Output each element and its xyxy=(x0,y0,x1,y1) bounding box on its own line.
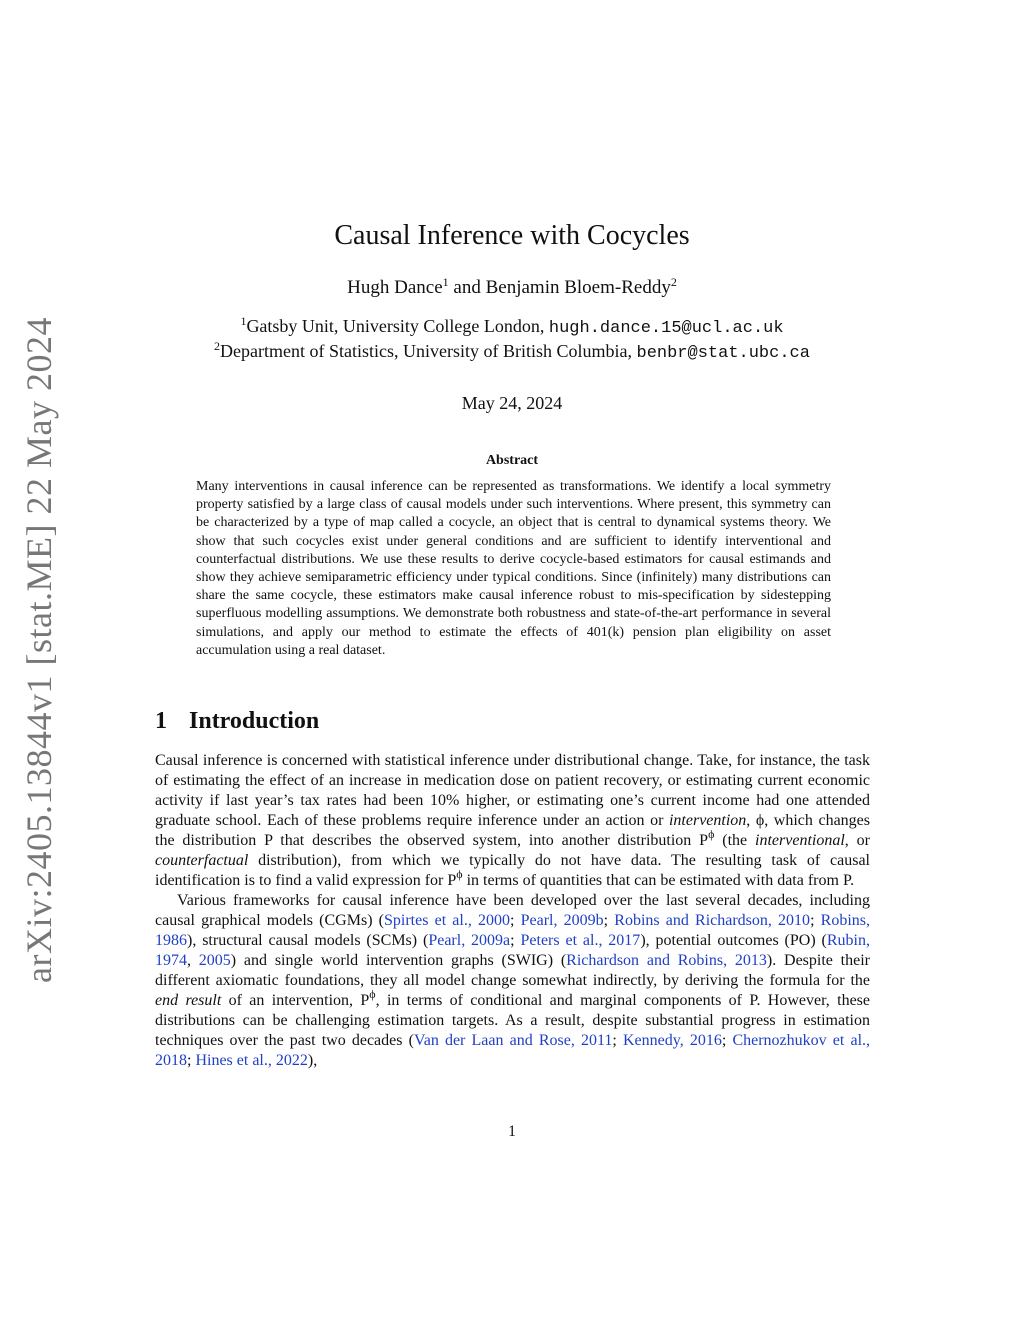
arxiv-identifier: arXiv:2405.13844v1 [stat.ME] 22 May 2024 xyxy=(19,317,59,983)
author-2-affiliation-mark: 2 xyxy=(670,275,677,289)
citation-link[interactable]: Pearl, 2009a xyxy=(428,932,511,949)
author-1: Hugh Dance xyxy=(347,277,443,298)
citation-link[interactable]: Richardson and Robins, 2013 xyxy=(566,952,767,969)
author-2: Benjamin Bloem-Reddy xyxy=(485,277,671,298)
affiliation-text: Gatsby Unit, University College London, xyxy=(246,316,545,336)
author-list xyxy=(0,277,1024,299)
affiliation-mark: 1 xyxy=(240,314,247,328)
abstract-text: Many interventions in causal inference can be represented as transformations. We identify a local symmetry property satisfied by a large class of causal models under such interventions. Where present, this symmetry can be characterized by a type of map called a cocycle, an object that is central to dynamical systems theory. We show that such cocycles exist under general conditions and are sufficient to identify interventional and counterfactual distributions. We use these results to derive cocycle-based estimators for causal estimands and show they achieve semiparametric efficiency under typical conditions. Since (infinitely) many distributions can share the same cocycle, these estimators make causal inference robust to mis-specification by sidestepping superfluous modelling assumptions. We demonstrate both robustness and state-of-the-art performance in several simulations, and apply our method to estimate the effects of 401(k) pension plan eligibility on asset accumulation using a real dataset. xyxy=(196,479,831,658)
page-number: 1 xyxy=(508,1123,516,1140)
section-heading xyxy=(155,708,319,735)
arxiv-stamp xyxy=(2,317,76,983)
affiliation-1 xyxy=(0,316,1024,338)
section-number: 1 xyxy=(155,708,167,734)
paragraph-1: Causal inference is concerned with statistical inference under distributional change. Take, for instance, the task of estimating the effect of an increase in medication dose on patient recovery, or estimating current economic activity if last year’s tax rates had been 10% higher, or estimating one’s current income had one attended graduate school. Each of these problems require inference under an action or intervention, ϕ, which changes the distribution P that describes the observed system, into another distribution $P^\phi$ (the interventional, or counterfactual distribution), from which we typically do not have data. The resulting task of causal identification is to find a valid expression for $P^\phi$ in terms of quantities that can be estimated with data from P. xyxy=(155,752,870,889)
affiliation-2 xyxy=(0,341,1024,363)
citation-link[interactable]: Kennedy, 2016 xyxy=(623,1032,722,1049)
citation-link[interactable]: Hines et al., 2022 xyxy=(195,1052,308,1069)
citation-link[interactable]: Peters et al., 2017 xyxy=(520,932,641,949)
citation-link[interactable]: Van der Laan and Rose, 2011 xyxy=(413,1032,613,1049)
citation-link[interactable]: 2005 xyxy=(198,952,231,969)
citation-link[interactable]: Pearl, 2009b xyxy=(520,912,604,929)
author-1-affiliation-mark: 1 xyxy=(442,275,449,289)
citation-link[interactable]: Rubin, 1974 xyxy=(155,932,870,969)
section-title: Introduction xyxy=(189,708,320,734)
citation-link[interactable]: Chernozhukov et al., 2018 xyxy=(155,1032,871,1069)
author-separator: and xyxy=(453,277,481,298)
citation-link[interactable]: Robins and Richardson, 2010 xyxy=(614,912,811,929)
section-body xyxy=(155,751,870,1071)
citation-link[interactable]: Robins, 1986 xyxy=(155,912,871,949)
abstract-heading: Abstract xyxy=(485,453,539,468)
paragraph-2: Various frameworks for causal inference have been developed over the last several decades, including causal graphical models (CGMs) (Spirtes et al., 2000; Pearl, 2009b; Robins and Richardson, 2010; Robins, 1986), structural causal models (SCMs) (Pearl, 2009a; Peters et al., 2017), potential outcomes (PO) (Rubin, 1974, 2005) and single world intervention graphs (SWIG) (Richardson and Robins, 2013). Despite their different axiomatic foundations, they all model change somewhat indirectly, by deriving the formula for the end result of an intervention, $P^\phi$, in terms of conditional and marginal components of P. However, these distributions can be challenging estimation targets. As a result, despite substantial progress in estimation techniques over the past two decades (Van der Laan and Rose, 2011; Kennedy, 2016; Chernozhukov et al., 2018; Hines et al., 2022), xyxy=(155,892,871,1069)
publication-date: May 24, 2024 xyxy=(461,393,563,413)
affiliation-text: Department of Statistics, University of British Columbia, xyxy=(220,341,632,361)
affiliation-mark: 2 xyxy=(214,339,221,353)
email-link[interactable]: benbr@stat.ubc.ca xyxy=(636,344,810,363)
paper-title: Causal Inference with Cocycles xyxy=(334,220,690,251)
email-link[interactable]: hugh.dance.15@ucl.ac.uk xyxy=(548,319,784,338)
citation-link[interactable]: Spirtes et al., 2000 xyxy=(384,912,511,929)
